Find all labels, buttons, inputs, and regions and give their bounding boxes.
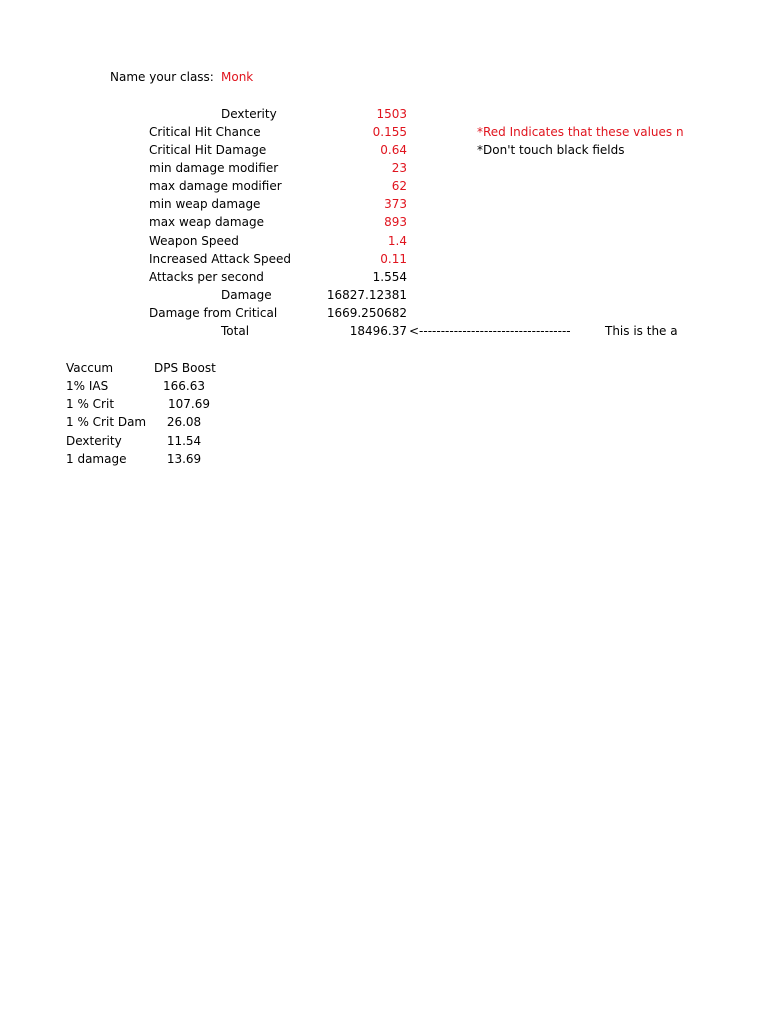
stat-label-damage: Damage: [221, 288, 272, 302]
stat-label-min-damage-mod: min damage modifier: [149, 161, 279, 175]
boost-row-value: 11.54: [166, 434, 202, 448]
stat-label-attacks-per-second: Attacks per second: [149, 270, 264, 284]
stat-value-dexterity[interactable]: 1503: [376, 107, 407, 121]
boost-row-label: 1% IAS: [66, 379, 109, 393]
boost-header-dps: DPS Boost: [154, 361, 216, 375]
stat-value-min-damage-mod[interactable]: 23: [391, 161, 407, 175]
red-fields-note: *Red Indicates that these values n: [477, 125, 684, 139]
stat-value-min-weap-damage[interactable]: 373: [384, 197, 407, 211]
stat-label-min-weap-damage: min weap damage: [149, 197, 261, 211]
stat-value-crit-chance[interactable]: 0.155: [372, 125, 407, 139]
stat-label-crit-damage: Critical Hit Damage: [149, 143, 267, 157]
stat-label-total: Total: [221, 324, 250, 338]
stat-label-ias: Increased Attack Speed: [149, 252, 291, 266]
boost-row-value: 107.69: [168, 397, 210, 411]
stat-value-damage: 16827.12381: [326, 288, 407, 302]
boost-row-value: 166.63: [163, 379, 205, 393]
stat-label-weapon-speed: Weapon Speed: [149, 234, 239, 248]
class-label: Name your class:: [110, 70, 214, 84]
total-arrow: <-----------------------------------: [409, 324, 571, 338]
boost-row-label: 1 % Crit Dam: [66, 415, 147, 429]
stat-value-attacks-per-second: 1.554: [372, 270, 407, 284]
stat-value-damage-from-critical: 1669.250682: [326, 306, 407, 320]
stat-value-crit-damage[interactable]: 0.64: [380, 143, 407, 157]
stat-value-total: 18496.37: [349, 324, 407, 338]
boost-row-value: 13.69: [166, 452, 202, 466]
boost-row-value: 26.08: [166, 415, 202, 429]
boost-row-label: Dexterity: [66, 434, 122, 448]
boost-row-label: 1 % Crit: [66, 397, 115, 411]
boost-row-label: 1 damage: [66, 452, 127, 466]
black-fields-note: *Don't touch black fields: [477, 143, 625, 157]
boost-header-vaccum: Vaccum: [66, 361, 114, 375]
stat-value-max-weap-damage[interactable]: 893: [384, 215, 407, 229]
stat-value-ias[interactable]: 0.11: [380, 252, 407, 266]
stat-value-max-damage-mod[interactable]: 62: [391, 179, 407, 193]
stat-label-crit-chance: Critical Hit Chance: [149, 125, 261, 139]
stat-label-max-weap-damage: max weap damage: [149, 215, 264, 229]
total-note: This is the a: [605, 324, 678, 338]
stat-label-damage-from-critical: Damage from Critical: [149, 306, 278, 320]
stat-label-max-damage-mod: max damage modifier: [149, 179, 282, 193]
stat-value-weapon-speed[interactable]: 1.4: [387, 234, 407, 248]
stat-label-dexterity: Dexterity: [221, 107, 277, 121]
class-value[interactable]: Monk: [221, 70, 254, 84]
